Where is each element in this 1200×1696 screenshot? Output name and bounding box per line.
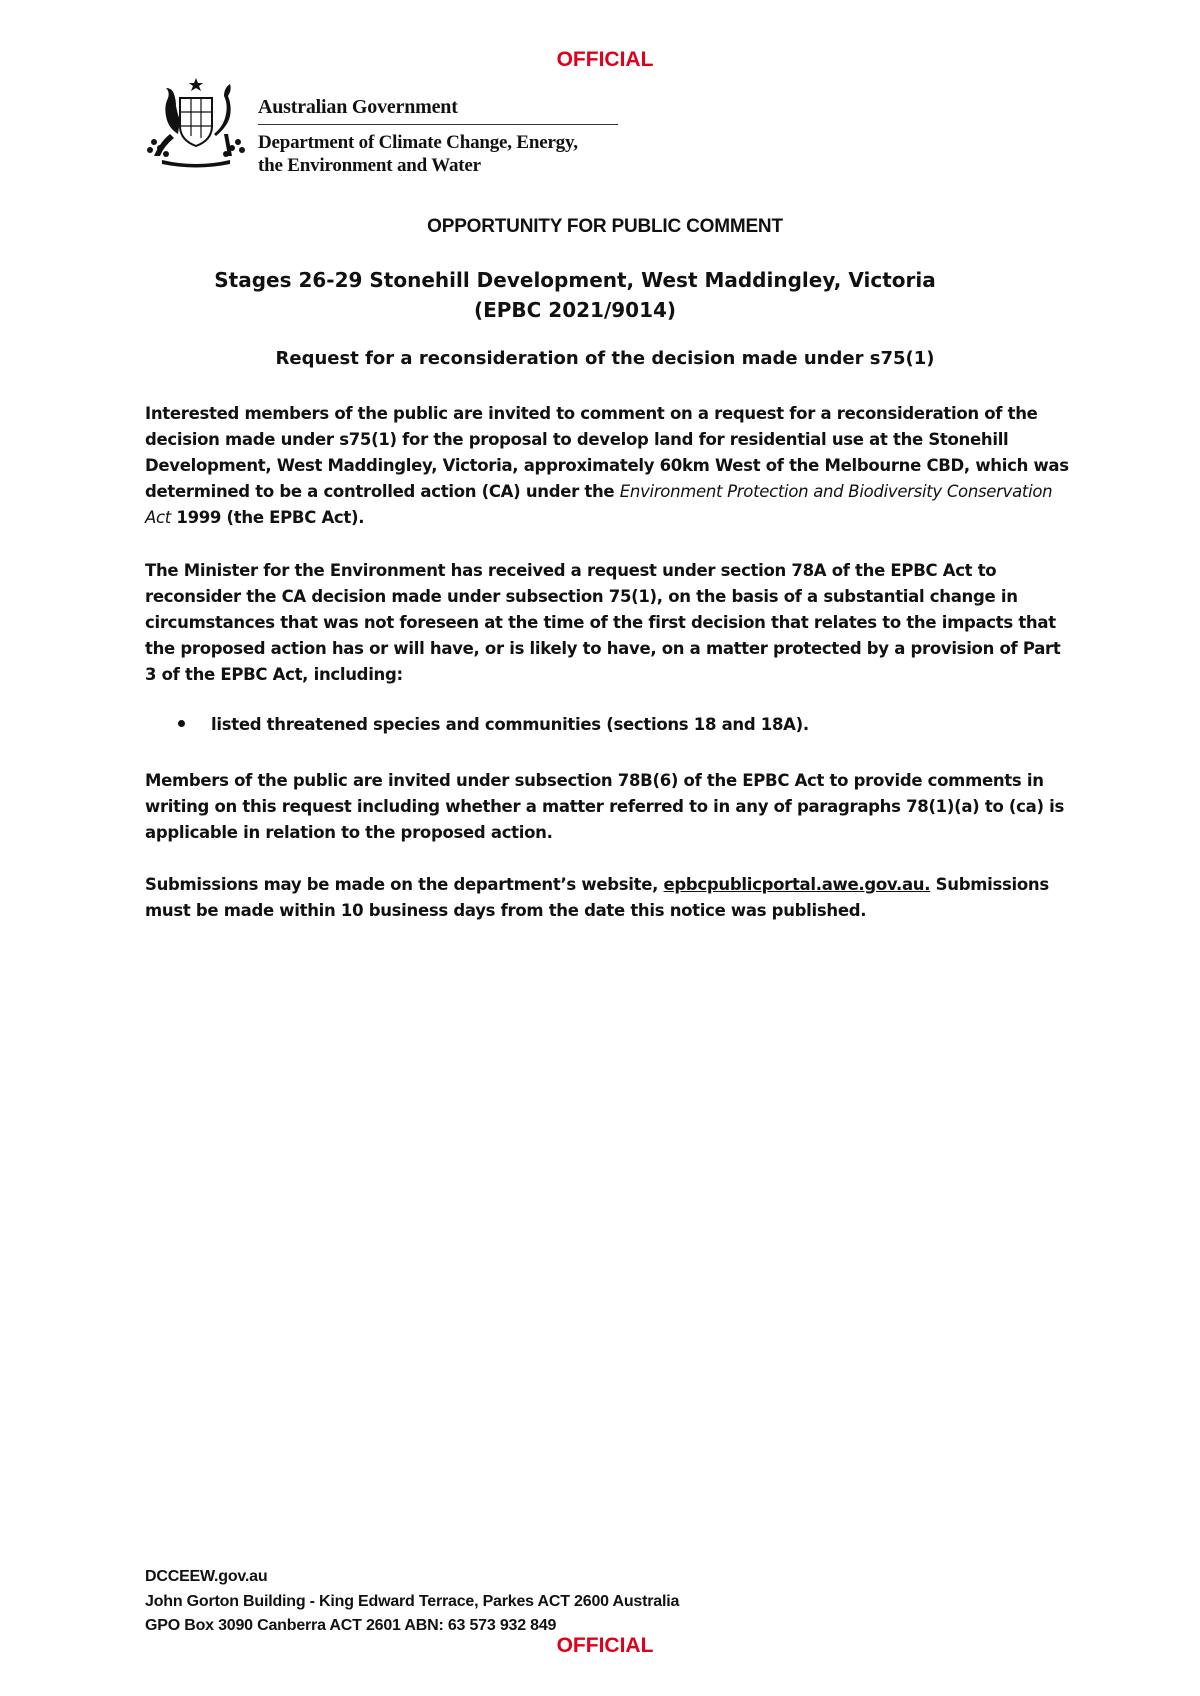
classification-bottom: OFFICIAL: [556, 1634, 654, 1657]
government-name: Australian Government: [258, 96, 618, 125]
department-name-line1: Department of Climate Change, Energy,: [258, 132, 578, 153]
list-item: [178, 715, 809, 734]
footer-website: DCCEEW.gov.au: [145, 1568, 268, 1585]
footer: [145, 1565, 679, 1639]
epbc-portal-link[interactable]: epbcpublicportal.awe.gov.au.: [663, 875, 931, 894]
paragraph-submissions: [145, 872, 1075, 924]
agency-name: [258, 96, 618, 177]
notice-type-heading: OPPORTUNITY FOR PUBLIC COMMENT: [427, 216, 783, 237]
department-name: [258, 131, 618, 177]
bullet-icon: [178, 720, 185, 727]
department-name-line2: the Environment and Water: [258, 155, 481, 176]
list-item-text: listed threatened species and communities (sections 18 and 18A).: [211, 715, 809, 734]
act-name: Environment Protection and Biodiversity Conservation Act: [145, 482, 1053, 527]
paragraph-invitation: [145, 401, 1075, 531]
request-subtitle: Request for a reconsideration of the decision made under s75(1): [275, 348, 935, 369]
classification-top: OFFICIAL: [556, 48, 654, 71]
paragraph-minister-request-text: The Minister for the Environment has received a request under section 78A of the EPBC Act to reconsider the CA decision made under subsection 75(1), on the basis of a substantial change in circumstances that was not foreseen at the time of the first decision that relates to the impacts that the proposed action has or will have, or is likely to have, on a matter protected by a provision of Part 3 of the EPBC Act, including:: [145, 561, 1061, 684]
footer-address: John Gorton Building - King Edward Terrace, Parkes ACT 2600 Australia: [145, 1592, 680, 1610]
paragraph-submissions-text: Submissions may be made on the department’s website,: [145, 875, 664, 894]
coat-of-arms-icon: [140, 76, 252, 168]
paragraph-invitation-text: Interested members of the public are invited to comment on a request for a reconsideration of the decision made under s75(1) for the proposal to develop land for residential use at the Stonehill Development, West Maddingley, Victoria, approximately 60km West of the Melbourne CBD, which was determined to be a controlled action (CA) under the: [145, 404, 1069, 501]
government-logo: [140, 76, 620, 181]
paragraph-comments-text: Members of the public are invited under subsection 78B(6) of the EPBC Act to provide comments in writing on this request including whether a matter referred to in any of paragraphs 78(1)(a) to (ca) is applicable in relation to the proposed action.: [145, 771, 1065, 842]
paragraph-minister-request: [145, 558, 1075, 688]
footer-postal: GPO Box 3090 Canberra ACT 2601 ABN: 63 573 932 849: [145, 1617, 557, 1634]
project-title: Stages 26-29 Stonehill Development, West Maddingley, Victoria (EPBC 2021/9014): [214, 268, 936, 322]
paragraph-comments: [145, 768, 1075, 846]
paragraph-submissions-deadline: Submissions must be made within 10 business days from the date this notice was published.: [145, 875, 1049, 920]
paragraph-invitation-end: 1999 (the EPBC Act).: [170, 508, 365, 527]
